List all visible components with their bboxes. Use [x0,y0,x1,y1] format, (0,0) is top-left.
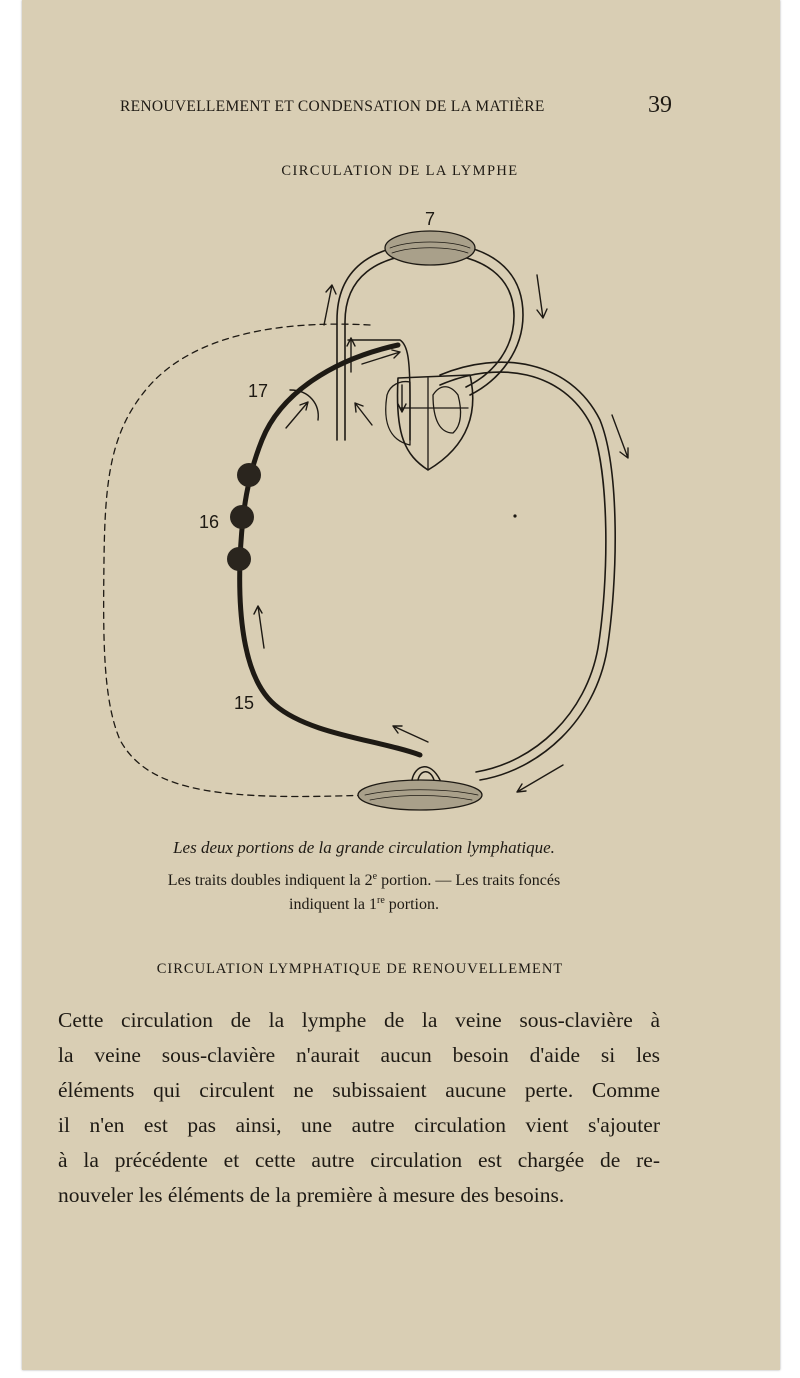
bottom-capillary-bundle [358,780,482,810]
body-line: la veine sous-clavière n'aurait aucun besoin d'aide si les [58,1043,660,1067]
double-line-right-outer [440,362,615,780]
figure-title: CIRCULATION DE LA LYMPHE [281,163,519,179]
arrow-up-15 [254,606,264,648]
arrow-up-in-loop [347,338,355,372]
figure-caption-line-2 [0,895,728,914]
label-15: 15 [234,693,255,713]
body-line: il n'en est pas ainsi, une autre circulation vient s'ajouter [58,1113,660,1137]
lymph-node-1 [237,463,261,487]
lymph-node-3 [227,547,251,571]
arrow-up-left-in-loop [355,403,372,425]
label-16: 16 [199,512,220,532]
arrow-down-right-top [537,275,547,318]
arrow-down-right-side [612,415,628,458]
caption-line-2-text-b: portion. [384,896,439,913]
arrow-down-in-loop [398,385,406,412]
body-paragraph [58,1003,660,1213]
lymph-node-2 [230,505,254,529]
double-line-upper-inner [345,253,514,440]
caption-line-1-sup: e [372,871,378,882]
body-line: nouveler les éléments de la première à mesure des besoins. [58,1183,565,1207]
dot-mark [513,514,516,517]
section-title: CIRCULATION LYMPHATIQUE DE RENOUVELLEMENT [156,961,564,977]
figure-caption-line-1 [0,871,728,890]
label-7: 7 [425,209,436,229]
heart-outline [397,375,472,470]
caption-line-2-text-a: indiquent la 1 [289,896,377,913]
caption-line-2-sup: re [376,895,385,906]
bottom-bundle-roots [412,767,440,780]
arrow-down-left-bottom [517,765,563,792]
page-number: 39 [648,92,672,118]
caption-line-1-text-a: Les traits doubles indiquent la 2 [167,872,373,889]
arrow-left-bottom [393,726,428,742]
arrow-up-left-top [324,285,336,325]
body-line: à la précédente et cette autre circulation est chargée de re- [58,1148,660,1172]
body-line: Cette circulation de la lymphe de la veine sous-clavière à [58,1008,660,1032]
caption-line-1-text-b: portion. — Les traits foncés [377,872,561,889]
running-title: RENOUVELLEMENT ET CONDENSATION DE LA MATIÈRE [120,98,545,115]
dark-line-thoracic-duct [240,345,420,755]
label-17: 17 [248,381,269,401]
flow-arrows [254,275,628,792]
body-line: éléments qui circulent ne subissaient aucune perte. Comme [58,1078,660,1102]
figure-caption-italic: Les deux portions de la grande circulation lymphatique. [173,838,555,857]
arrow-up-right-17 [286,402,308,428]
heart-inner-right [433,387,461,433]
